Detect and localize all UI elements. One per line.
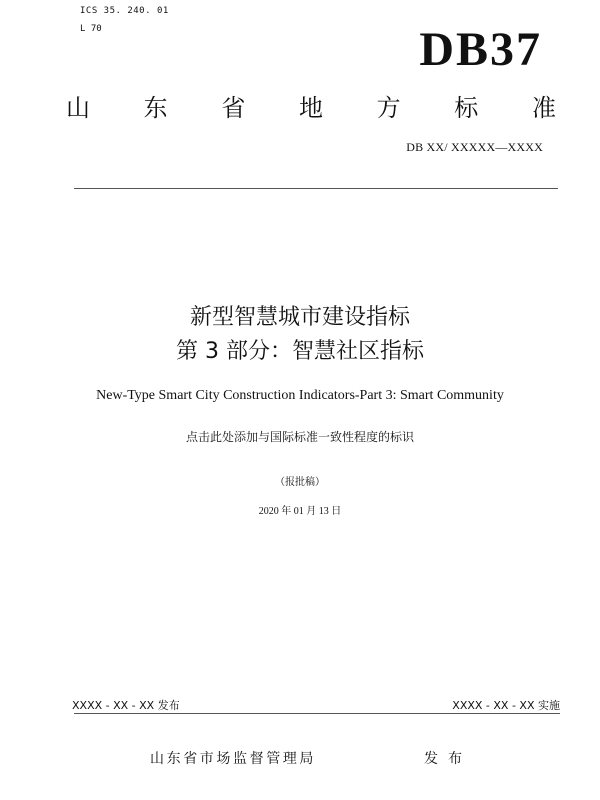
standard-type-char: 准 <box>531 94 556 122</box>
standard-type-char: 东 <box>143 94 168 122</box>
draft-date: 2020 年 01 月 13 日 <box>258 506 342 517</box>
consistency-note[interactable]: 点击此处添加与国际标准一致性程度的标识 <box>185 430 414 444</box>
standard-type-char: 省 <box>221 94 246 122</box>
standard-type-char: 地 <box>298 94 323 122</box>
ics-code: ICS 35. 240. 01 <box>80 6 169 16</box>
db-code-logo: DB37 <box>419 23 542 76</box>
header-divider <box>74 188 558 189</box>
draft-status: （报批稿） <box>275 477 325 488</box>
ccs-code: L 70 <box>80 24 102 34</box>
implementation-date: XXXX - XX - XX 实施 <box>452 699 560 712</box>
issuing-authority: 山东省市场监督管理局 <box>150 751 316 767</box>
title-chinese-line1: 新型智慧城市建设指标 <box>189 305 410 330</box>
issue-date: XXXX - XX - XX 发布 <box>72 699 180 712</box>
standard-type-heading <box>66 94 556 122</box>
issue-label: 发布 <box>424 751 472 767</box>
title-english: New-Type Smart City Construction Indicators-Part 3: Smart Community <box>96 388 504 403</box>
standard-type-char: 山 <box>66 94 90 122</box>
footer-divider <box>74 713 560 714</box>
standard-type-char: 标 <box>454 94 479 122</box>
title-chinese-line2: 第 3 部分：智慧社区指标 <box>176 339 424 364</box>
standard-number: DB XX/ XXXXX—XXXX <box>406 140 543 154</box>
standard-type-char: 方 <box>376 94 401 122</box>
